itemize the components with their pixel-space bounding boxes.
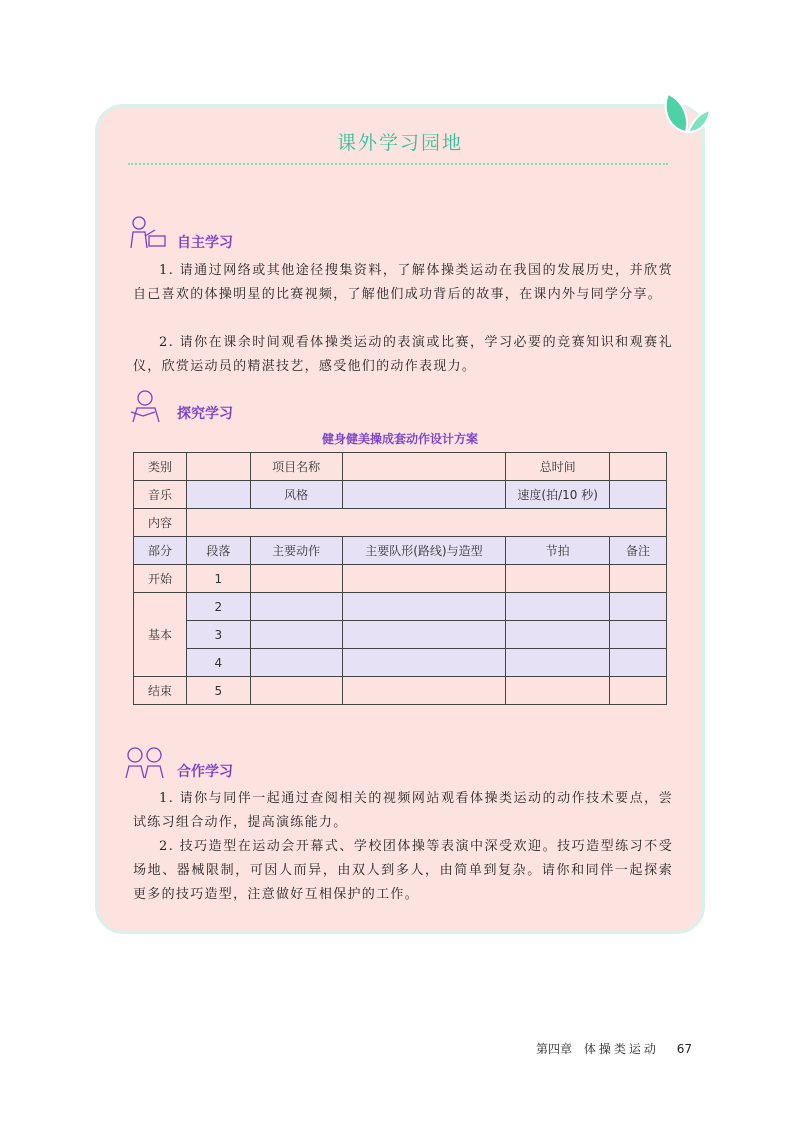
table-cell — [342, 565, 506, 593]
self-study-item-1: 1. 请通过网络或其他途径搜集资料，了解体操类运动在我国的发展历史，并欣赏自己喜欢的体操明星的比赛视频，了解他们成功背后的故事，在课内外与同学分享。 — [133, 263, 673, 302]
section-heading-self-study: 自主学习 — [177, 235, 233, 251]
table-cell — [506, 677, 610, 705]
segment-cell: 5 — [186, 677, 250, 705]
table-row — [134, 453, 667, 481]
table-cell — [186, 453, 250, 481]
header-cell: 部分 — [134, 537, 187, 565]
table-cell — [250, 649, 342, 677]
table-cell — [506, 621, 610, 649]
chapter-name: 体操类运动 — [583, 1042, 659, 1056]
table-cell — [610, 593, 667, 621]
table-cell: 速度(拍/10 秒) — [506, 481, 610, 509]
table-cell — [342, 593, 506, 621]
table-row — [134, 677, 667, 705]
table-cell — [250, 593, 342, 621]
header-cell: 主要动作 — [250, 537, 342, 565]
table-cell: 风格 — [250, 481, 342, 509]
table-row — [134, 621, 667, 649]
cooperation-item-2: 2. 技巧造型在运动会开幕式、学校团体操等表演中深受欢迎。技巧造型练习不受场地、器械限制，可因人而异，由双人到多人，由简单到复杂。请你和同伴一起探索更多的技巧造型，注意做好互相保护的工作。 — [133, 839, 673, 902]
table-cell: 类别 — [134, 453, 187, 481]
table-cell — [610, 649, 667, 677]
table-cell — [342, 649, 506, 677]
table-header-row — [134, 537, 667, 565]
table-cell — [342, 677, 506, 705]
self-study-item-2: 2. 请你在课余时间观看体操类运动的表演或比赛，学习必要的竞赛知识和观赛礼仪，欣赏运动员的精湛技艺，感受他们的动作表现力。 — [133, 335, 673, 374]
table-cell — [610, 453, 667, 481]
table-cell: 总时间 — [506, 453, 610, 481]
table-cell — [250, 621, 342, 649]
table-cell: 项目名称 — [250, 453, 342, 481]
table-cell: 内容 — [134, 509, 187, 537]
table-cell — [506, 649, 610, 677]
table-row — [134, 649, 667, 677]
segment-cell: 3 — [186, 621, 250, 649]
table-cell — [610, 481, 667, 509]
header-cell: 主要队形(路线)与造型 — [342, 537, 506, 565]
part-cell: 基本 — [134, 593, 187, 677]
part-cell: 开始 — [134, 565, 187, 593]
design-plan-table — [133, 452, 667, 705]
header-cell: 备注 — [610, 537, 667, 565]
section-heading-inquiry: 探究学习 — [177, 406, 233, 422]
title-divider — [128, 163, 668, 165]
table-cell — [610, 621, 667, 649]
table-cell — [186, 509, 666, 537]
table-cell — [250, 565, 342, 593]
header-cell: 段落 — [186, 537, 250, 565]
table-cell — [610, 677, 667, 705]
table-cell: 音乐 — [134, 481, 187, 509]
cooperation-item-1: 1. 请你与同伴一起通过查阅相关的视频网站观看体操类运动的动作技术要点，尝试练习组合动作，提高演练能力。 — [133, 791, 673, 830]
student-writing-icon — [125, 214, 169, 250]
table-cell — [506, 593, 610, 621]
page-title: 课外学习园地 — [336, 132, 463, 154]
table-cell — [506, 565, 610, 593]
segment-cell: 2 — [186, 593, 250, 621]
page-number: 67 — [676, 1042, 692, 1056]
page-footer — [536, 1040, 692, 1057]
two-students-icon — [123, 744, 167, 780]
chapter-label: 第四章 — [536, 1042, 573, 1056]
table-cell — [250, 677, 342, 705]
student-reading-icon — [125, 388, 169, 424]
segment-cell: 1 — [186, 565, 250, 593]
table-row — [134, 509, 667, 537]
table-row — [134, 593, 667, 621]
table-cell — [610, 565, 667, 593]
segment-cell: 4 — [186, 649, 250, 677]
table-cell — [342, 621, 506, 649]
table-cell — [342, 453, 506, 481]
table-cell — [342, 481, 506, 509]
table-row — [134, 481, 667, 509]
table-row — [134, 565, 667, 593]
table-title: 健身健美操成套动作设计方案 — [321, 432, 478, 446]
header-cell: 节拍 — [506, 537, 610, 565]
table-cell — [186, 481, 250, 509]
part-cell: 结束 — [134, 677, 187, 705]
section-heading-cooperation: 合作学习 — [177, 764, 233, 780]
